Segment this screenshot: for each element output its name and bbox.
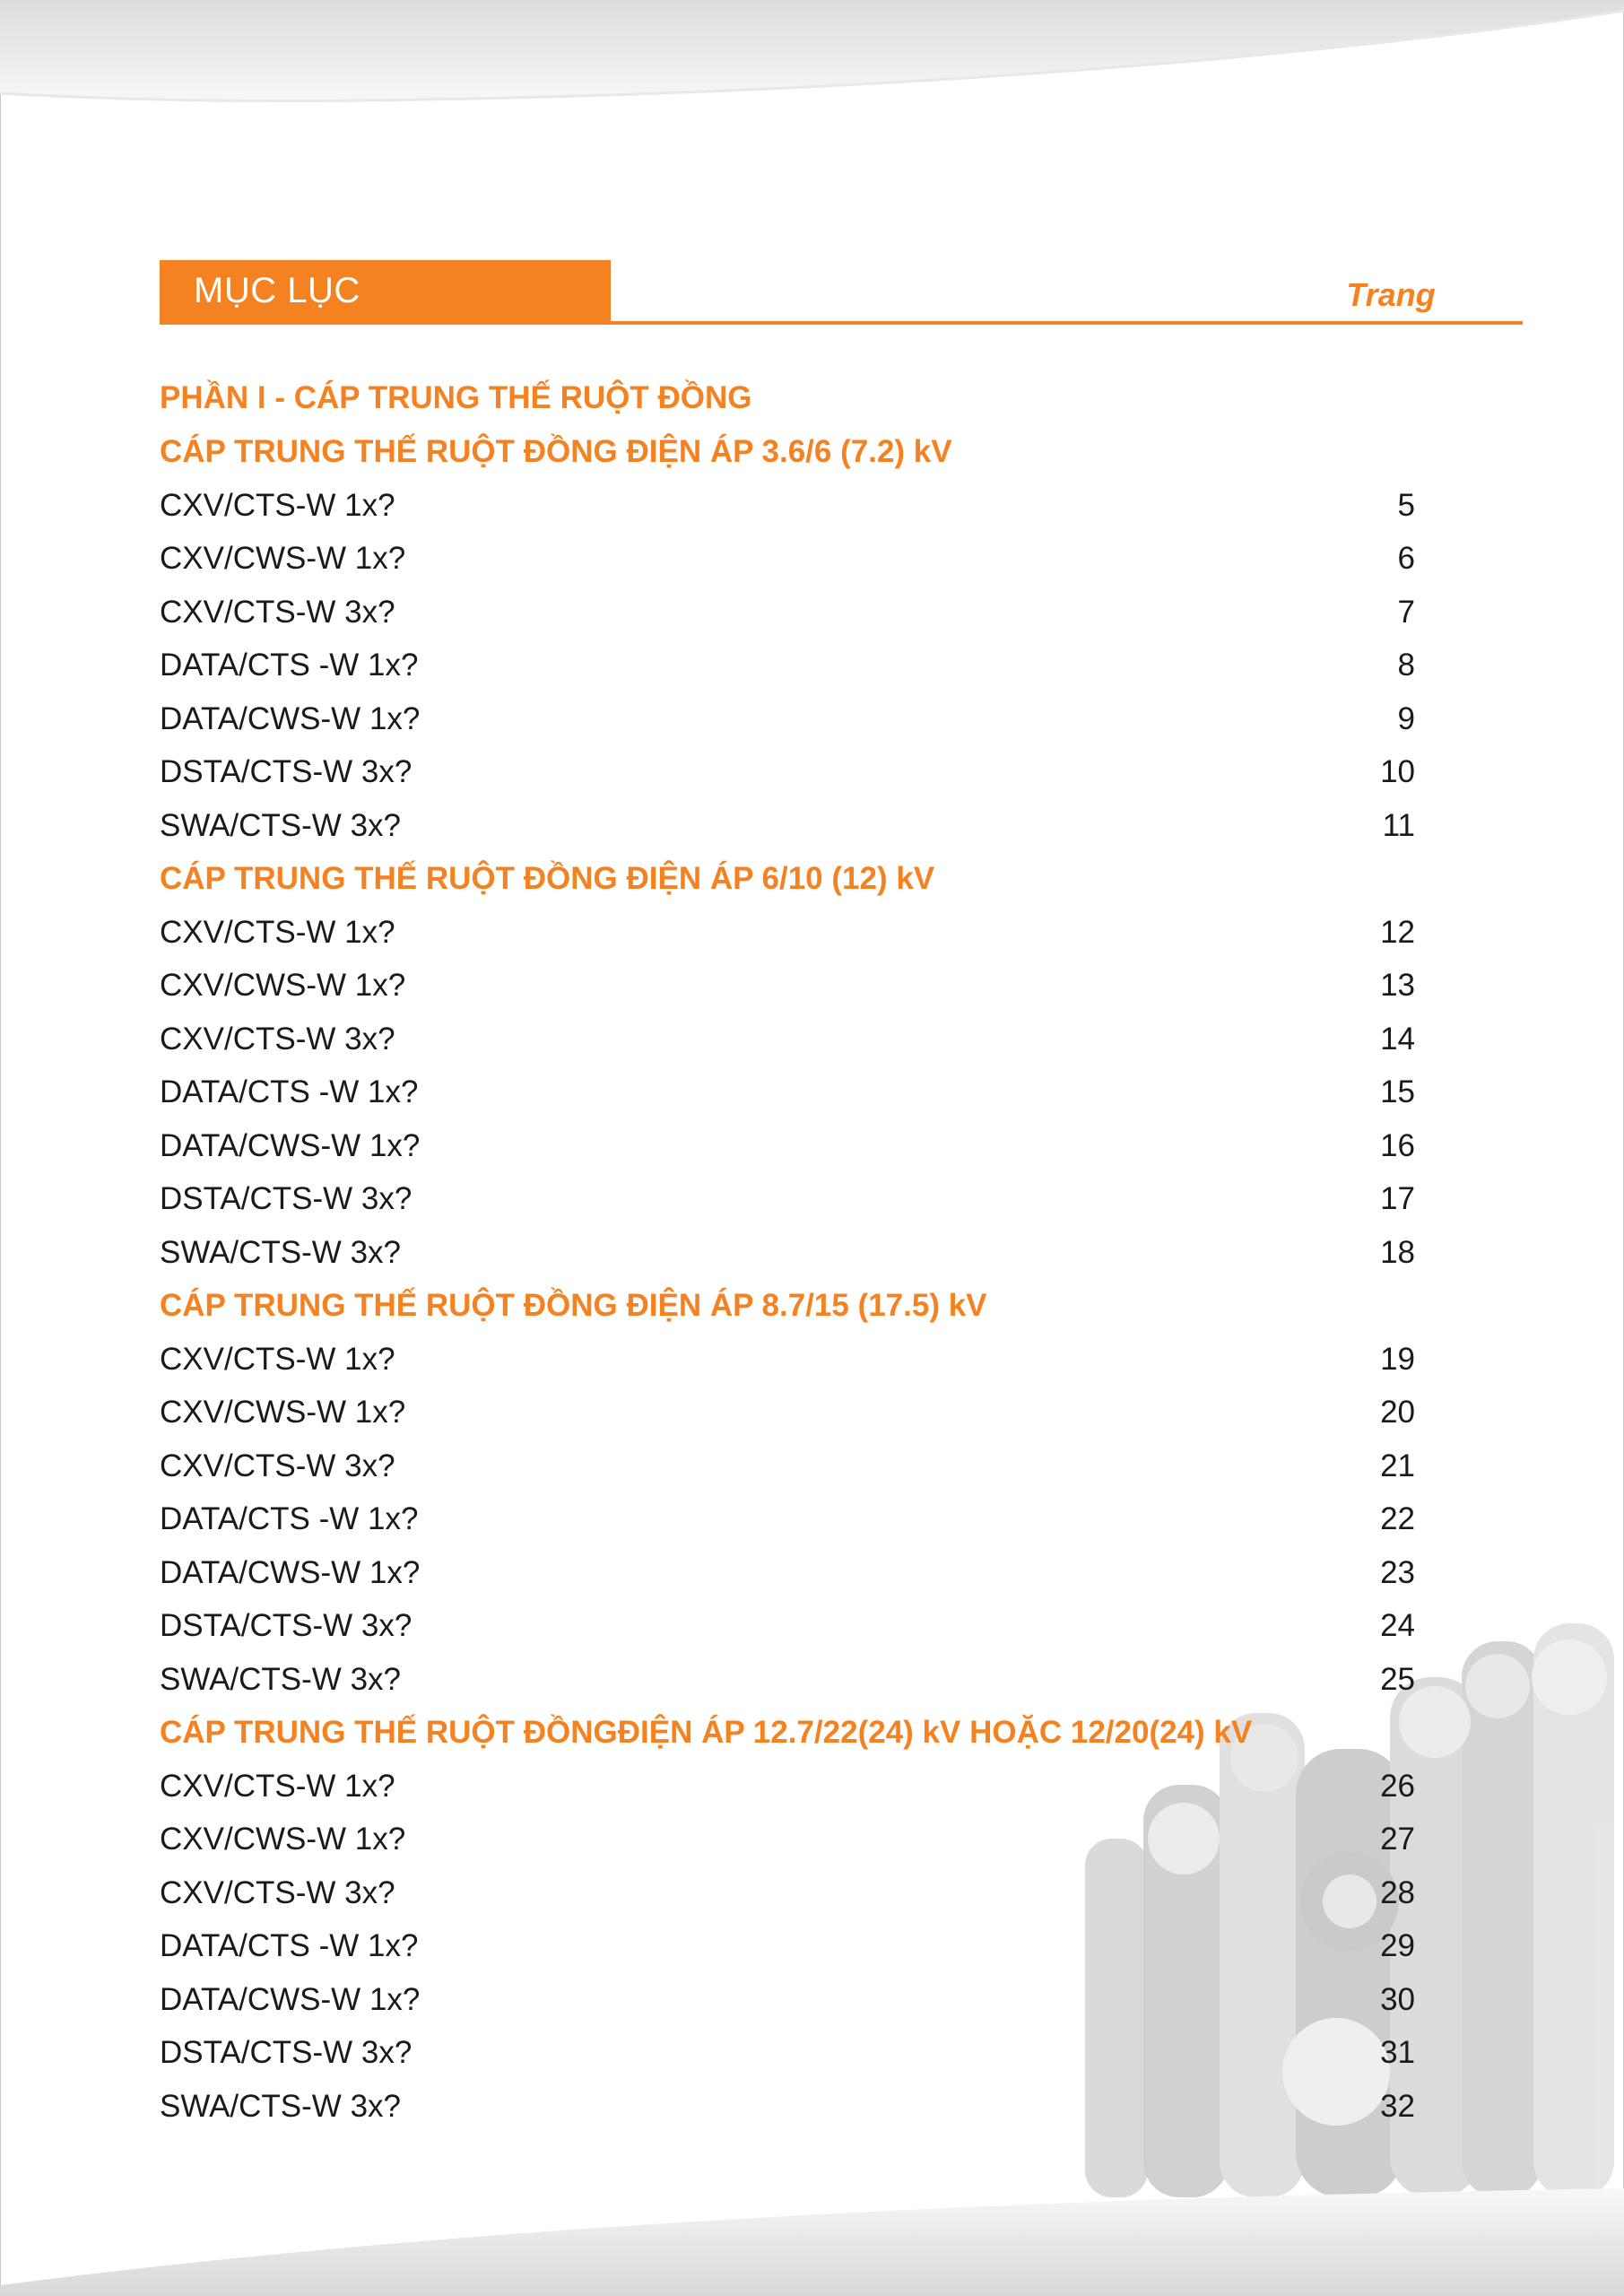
toc-entry[interactable] [160, 1977, 1460, 2023]
toc-entry[interactable] [160, 483, 1460, 529]
page-column-label: Trang [1346, 276, 1436, 313]
toc-entry-label: CXV/CTS-W 3x? [160, 1448, 395, 1483]
toc-entry-label: CXV/CWS-W 1x? [160, 1395, 406, 1430]
toc-entry-label: DSTA/CTS-W 3x? [160, 754, 413, 789]
toc-entry-label: DATA/CWS-W 1x? [160, 1982, 421, 2017]
toc-entry[interactable] [160, 1657, 1460, 1703]
toc-entry-page: 6 [1397, 541, 1415, 576]
toc-entry-label: CXV/CTS-W 1x? [160, 915, 395, 950]
toc-entry[interactable] [160, 1870, 1460, 1917]
toc-entry-page: 29 [1380, 1928, 1415, 1963]
toc-entry-page: 25 [1380, 1662, 1415, 1697]
toc-heading-label: PHẦN I - CÁP TRUNG THẾ RUỘT ĐỒNG [160, 380, 752, 415]
toc-entry-label: CXV/CTS-W 3x? [160, 1022, 395, 1057]
page-title: MỤC LỤC [194, 271, 360, 310]
toc-entry-label: DSTA/CTS-W 3x? [160, 1608, 413, 1643]
toc-entry[interactable] [160, 1603, 1460, 1649]
toc-entry[interactable] [160, 909, 1460, 956]
toc-entry-label: DATA/CTS -W 1x? [160, 648, 419, 683]
toc-entry-label: CXV/CTS-W 3x? [160, 1875, 395, 1910]
toc-entry[interactable] [160, 2030, 1460, 2076]
toc-entry-page: 16 [1380, 1128, 1415, 1163]
toc-heading-label: CÁP TRUNG THẾ RUỘT ĐỒNG ĐIỆN ÁP 6/10 (12) kV [160, 861, 935, 896]
header-underline [160, 321, 1523, 325]
toc-entry-label: DSTA/CTS-W 3x? [160, 2035, 413, 2070]
toc-entry-label: DATA/CTS -W 1x? [160, 1501, 419, 1536]
toc-entry-page: 31 [1380, 2035, 1415, 2070]
bottom-swoosh-decoration [0, 2179, 1624, 2296]
toc-entry-label: CXV/CTS-W 1x? [160, 488, 395, 523]
toc-entry[interactable] [160, 1389, 1460, 1436]
toc-entry-label: DSTA/CTS-W 3x? [160, 1181, 413, 1216]
toc-entry-page: 10 [1380, 754, 1415, 789]
toc-section-heading[interactable] [160, 429, 1460, 475]
toc-part-heading[interactable] [160, 375, 1460, 422]
toc-entry[interactable] [160, 1550, 1460, 1596]
toc-entry-label: CXV/CWS-W 1x? [160, 968, 406, 1003]
toc-entry-page: 19 [1380, 1342, 1415, 1377]
toc-entry[interactable] [160, 749, 1460, 796]
toc-entry[interactable] [160, 1763, 1460, 1810]
toc-entry-label: DATA/CWS-W 1x? [160, 1555, 421, 1590]
top-swoosh-decoration [0, 0, 1624, 117]
toc-heading-label: CÁP TRUNG THẾ RUỘT ĐỒNG ĐIỆN ÁP 3.6/6 (7.2) kV [160, 434, 952, 469]
toc-entry[interactable] [160, 1123, 1460, 1170]
toc-entry-label: SWA/CTS-W 3x? [160, 1235, 401, 1270]
toc-entry-page: 23 [1380, 1555, 1415, 1590]
toc-entry[interactable] [160, 589, 1460, 636]
toc-entry[interactable] [160, 962, 1460, 1009]
toc-entry-label: SWA/CTS-W 3x? [160, 1662, 401, 1697]
toc-entry-page: 9 [1397, 701, 1415, 736]
toc-entry-page: 26 [1380, 1769, 1415, 1804]
toc-entry-page: 18 [1380, 1235, 1415, 1270]
toc-entry[interactable] [160, 2083, 1460, 2130]
toc-heading-label: CÁP TRUNG THẾ RUỘT ĐỒNG ĐIỆN ÁP 8.7/15 (17.5) kV [160, 1288, 987, 1323]
toc-entry-page: 14 [1380, 1022, 1415, 1057]
toc-entry-label: CXV/CWS-W 1x? [160, 541, 406, 576]
toc-entry-page: 28 [1380, 1875, 1415, 1910]
toc-entry-page: 17 [1380, 1181, 1415, 1216]
toc-entry[interactable] [160, 1016, 1460, 1063]
toc-entry-label: CXV/CTS-W 1x? [160, 1342, 395, 1377]
toc-entry-page: 22 [1380, 1501, 1415, 1536]
toc-section-heading[interactable] [160, 1283, 1460, 1329]
toc-entry-label: DATA/CTS -W 1x? [160, 1928, 419, 1963]
toc-entry-label: DATA/CWS-W 1x? [160, 1128, 421, 1163]
toc-entry-page: 32 [1380, 2089, 1415, 2124]
toc-heading-label: CÁP TRUNG THẾ RUỘT ĐỒNGĐIỆN ÁP 12.7/22(24) kV HOẶC 12/20(24) kV [160, 1715, 1253, 1750]
toc-entry-page: 7 [1397, 595, 1415, 630]
toc-entry-page: 5 [1397, 488, 1415, 523]
toc-entry-page: 30 [1380, 1982, 1415, 2017]
toc-entry[interactable] [160, 1230, 1460, 1276]
toc-entry[interactable] [160, 1496, 1460, 1543]
toc-entry-label: CXV/CWS-W 1x? [160, 1822, 406, 1857]
toc-entry-page: 27 [1380, 1822, 1415, 1857]
toc-entry[interactable] [160, 1923, 1460, 1970]
toc-entry-label: DATA/CWS-W 1x? [160, 701, 421, 736]
toc-entry[interactable] [160, 1069, 1460, 1116]
toc-entry-label: SWA/CTS-W 3x? [160, 2089, 401, 2124]
toc-entry-page: 11 [1382, 808, 1415, 843]
toc-entry[interactable] [160, 803, 1460, 849]
toc-entry-label: SWA/CTS-W 3x? [160, 808, 401, 843]
toc-entry[interactable] [160, 642, 1460, 689]
toc-entry-page: 21 [1380, 1448, 1415, 1483]
toc-entry-label: CXV/CTS-W 1x? [160, 1769, 395, 1804]
toc-entry-page: 13 [1380, 968, 1415, 1003]
toc-entry[interactable] [160, 1336, 1460, 1383]
toc-section-heading[interactable] [160, 1709, 1460, 1756]
toc-entry[interactable] [160, 535, 1460, 582]
toc-section-heading[interactable] [160, 856, 1460, 902]
toc-entry[interactable] [160, 1443, 1460, 1490]
toc-entry-page: 8 [1397, 648, 1415, 683]
toc-entry-page: 20 [1380, 1395, 1415, 1430]
toc-entry-label: CXV/CTS-W 3x? [160, 595, 395, 630]
toc-entry[interactable] [160, 1816, 1460, 1863]
toc-entry-label: DATA/CTS -W 1x? [160, 1074, 419, 1109]
toc-entry-page: 15 [1380, 1074, 1415, 1109]
toc-entry[interactable] [160, 1176, 1460, 1222]
toc-entry[interactable] [160, 696, 1460, 743]
toc-entry-page: 24 [1380, 1608, 1415, 1643]
toc-entry-page: 12 [1380, 915, 1415, 950]
